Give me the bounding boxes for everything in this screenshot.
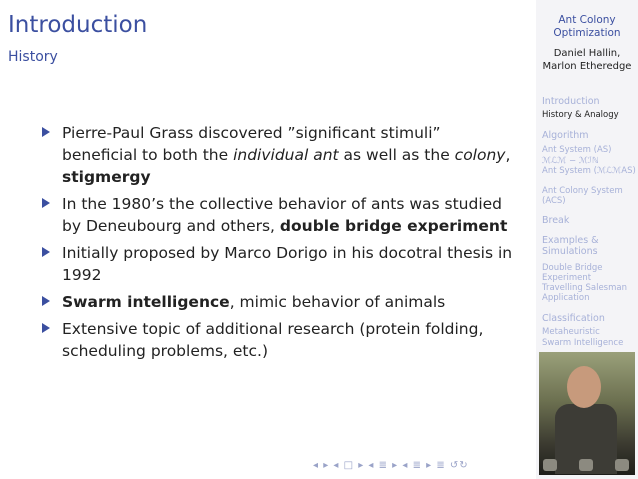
bullet-text: individual ant — [233, 146, 339, 164]
photo-robot — [615, 459, 629, 471]
bullet-item — [40, 122, 520, 188]
sidebar-subsection-link[interactable]: Ant Colony System (ACS) — [542, 186, 623, 206]
bullet-text: stigmergy — [62, 168, 151, 186]
author-photo — [539, 352, 635, 475]
bullet-text: In the 1980’s the collective behavior of ants was studied by Deneubourg and others, — [62, 195, 503, 235]
bullet-text: colony — [454, 146, 506, 164]
bullet-text: Extensive topic of additional research (protein folding, scheduling problems, etc.) — [62, 320, 484, 360]
bullet-item — [40, 193, 520, 237]
sidebar-subsection-link[interactable]: Metaheuristic — [542, 327, 600, 337]
sidebar-subsection-link[interactable]: History & Analogy — [542, 110, 619, 120]
sidebar-subsection-link[interactable]: ℳℒℳ − ℳℐℕ — [542, 156, 599, 166]
bullet-text: double bridge experiment — [279, 217, 508, 235]
bullet-text: as well as the — [338, 146, 455, 164]
frame-title: Introduction — [8, 12, 148, 38]
bullet-arrow-icon — [42, 296, 50, 306]
bullet-item — [40, 318, 520, 362]
sidebar-section-link[interactable]: Break — [542, 215, 570, 226]
bullet-list — [40, 122, 520, 367]
bullet-item — [40, 291, 520, 313]
photo-person-head — [567, 366, 601, 408]
sidebar-subsection-link[interactable]: Ant System (ℳℒℳAS) — [542, 166, 636, 176]
sidebar-section-link[interactable]: Classification — [542, 313, 605, 324]
bullet-text: Initially proposed by Marco Dorigo in his docotral thesis in 1992 — [62, 244, 513, 284]
navigation-symbols[interactable]: ◂ ▸ ◂ □ ▸ ◂ ≣ ▸ ◂ ≣ ▸ ≣ ↺↻ — [313, 460, 469, 471]
sidebar-subsection-link[interactable]: Ant System (AS) — [542, 145, 612, 155]
bullet-text: Pierre-Paul Grass discovered ”significant stimuli” beneficial to both the — [62, 124, 441, 164]
bullet-arrow-icon — [42, 198, 50, 208]
sidebar-subsection-link[interactable]: Travelling Salesman Application — [542, 283, 627, 303]
bullet-text: , mimic behavior of animals — [229, 293, 446, 311]
sidebar-subsection-link[interactable]: Double Bridge Experiment — [542, 263, 603, 283]
sidebar-section-link[interactable]: Introduction — [542, 96, 600, 107]
sidebar-authors: Daniel Hallin, Marlon Etheredge — [542, 48, 632, 72]
photo-robot — [543, 459, 557, 471]
bullet-text: Swarm intelligence — [62, 293, 230, 311]
bullet-text: , — [505, 146, 511, 164]
sidebar-section-link[interactable]: Examples & Simulations — [542, 235, 599, 257]
bullet-item — [40, 242, 520, 286]
bullet-arrow-icon — [42, 127, 50, 137]
sidebar-title[interactable]: Ant Colony Optimization — [553, 14, 621, 39]
bullet-arrow-icon — [42, 323, 50, 333]
sidebar-subsection-link[interactable]: Swarm Intelligence — [542, 338, 624, 348]
bullet-arrow-icon — [42, 247, 50, 257]
frame-subtitle: History — [8, 49, 58, 65]
photo-robot — [579, 459, 593, 471]
sidebar-section-link[interactable]: Algorithm — [542, 130, 589, 141]
